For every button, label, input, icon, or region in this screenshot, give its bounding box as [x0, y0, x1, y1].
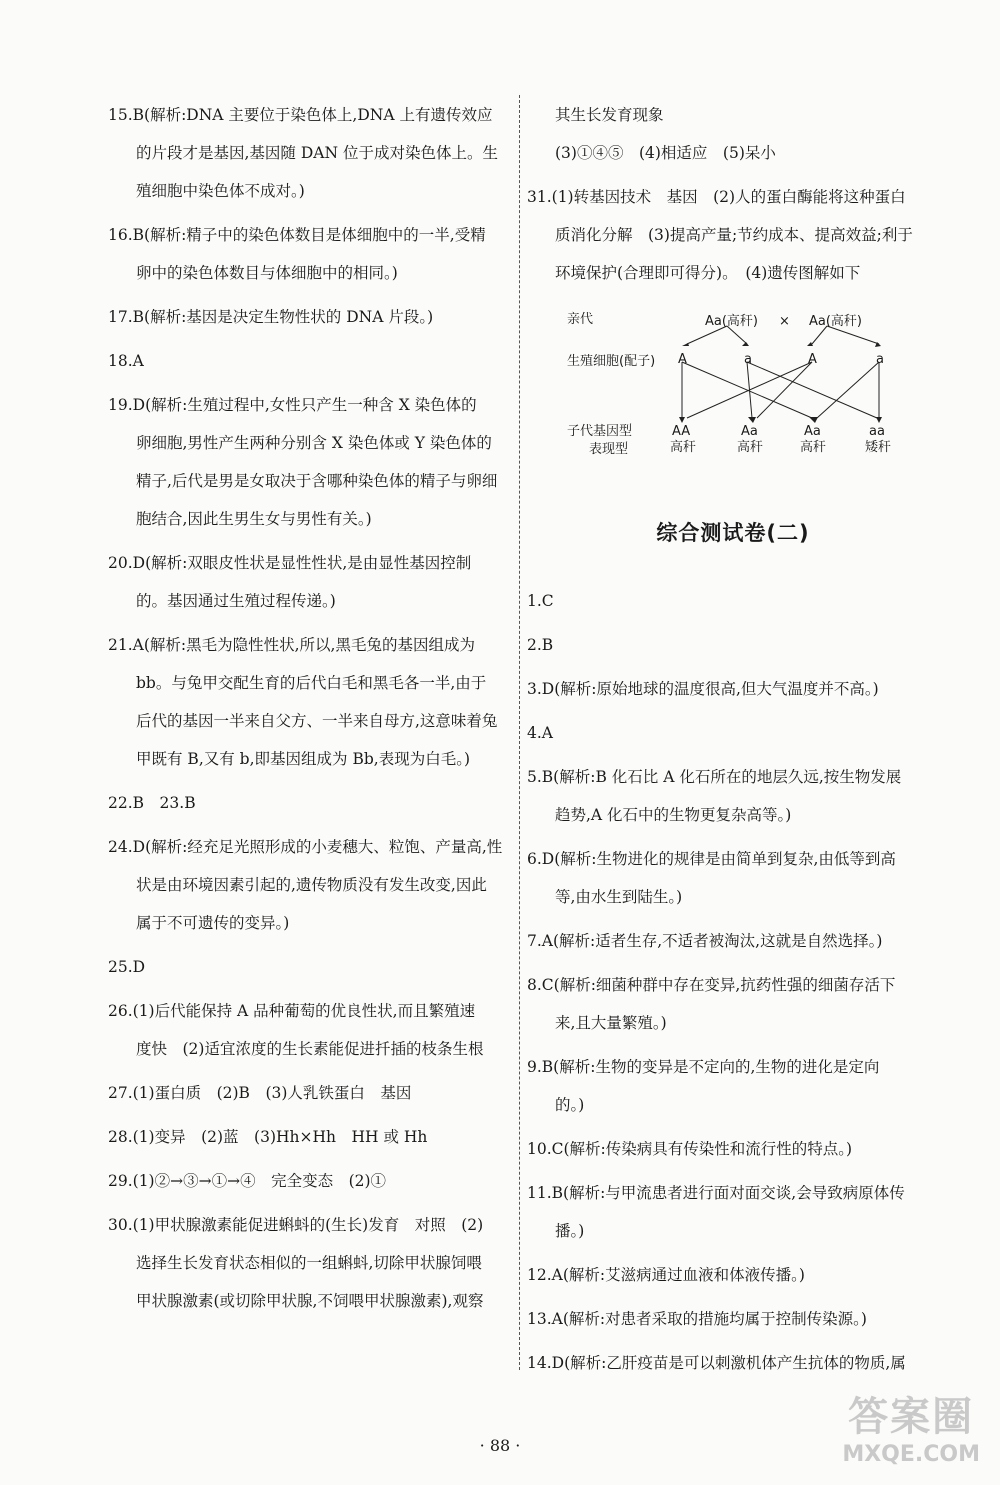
answer-item: [527, 922, 939, 960]
watermark-logo: [842, 1385, 980, 1467]
answer-line: 29.(1)②→③→①→④ 完全变态 (2)①: [108, 1172, 387, 1190]
answer-line: 甲既有 B,又有 b,即基因组成为 Bb,表现为白毛。): [136, 750, 470, 768]
answer-item: [108, 386, 516, 538]
answer-item: [527, 714, 939, 752]
offspring-1-genotype: AA: [672, 424, 691, 439]
column-divider: [519, 95, 520, 1370]
row-label-parent: 亲代: [567, 312, 594, 327]
answer-line: 其生长发育现象: [555, 106, 664, 124]
answer-line: 27.(1)蛋白质 (2)B (3)人乳铁蛋白 基因: [108, 1084, 412, 1102]
answer-item: [527, 1048, 939, 1124]
answer-line: 10.C(解析:传染病具有传染性和流行性的特点。): [527, 1140, 853, 1158]
cross-line-7: [817, 362, 879, 418]
answer-line: 31.(1)转基因技术 基因 (2)人的蛋白酶能将这种蛋白: [527, 188, 906, 206]
answer-line: 17.B(解析:基因是决定生物性状的 DNA 片段。): [108, 308, 434, 326]
answer-line: 22.B 23.B: [108, 794, 196, 812]
answer-line: 质消化分解 (3)提高产量;节约成本、提高效益;利于: [555, 226, 913, 244]
answer-item: [527, 1256, 939, 1294]
answer-item: [527, 96, 939, 172]
answer-item: [527, 582, 939, 620]
answer-line: 的。基因通过生殖过程传递。): [136, 592, 336, 610]
answer-line: 14.D(解析:乙肝疫苗是可以刺激机体产生抗体的物质,属: [527, 1354, 906, 1372]
offspring-4-phenotype: 矮秆: [865, 440, 892, 455]
answer-item: [108, 1206, 516, 1320]
parent2-label: Aa(高秆): [809, 314, 863, 329]
answer-item: [108, 1074, 516, 1112]
answer-line: 30.(1)甲状腺激素能促进蝌蚪的(生长)发育 对照 (2): [108, 1216, 484, 1234]
answer-item: [108, 216, 516, 292]
answer-line: 状是由环境因素引起的,遗传物质没有发生改变,因此: [136, 876, 487, 894]
answer-line: 来,且大量繁殖。): [555, 1014, 667, 1032]
answer-line: 5.B(解析:B 化石比 A 化石所在的地层久远,按生物发展: [527, 768, 902, 786]
section-title: 综合测试卷(二): [656, 521, 810, 545]
right-column: [527, 96, 939, 1372]
answer-line: 19.D(解析:生殖过程中,女性只产生一种含 X 染色体的: [108, 396, 477, 414]
answer-item: [108, 96, 516, 210]
answer-item: [527, 670, 939, 708]
answer-line: 精子,后代是男是女取决于含哪种染色体的精子与卵细: [136, 472, 498, 490]
answer-line: 15.B(解析:DNA 主要位于染色体上,DNA 上有遗传效应: [108, 106, 493, 124]
row-label-genotype: 子代基因型: [567, 424, 633, 439]
answer-line: 24.D(解析:经充足光照形成的小麦穗大、粒饱、产量高,性: [108, 838, 503, 856]
gamete-3: A: [808, 352, 817, 367]
watermark-main: 答案圈: [848, 1394, 975, 1440]
answer-item: [108, 298, 516, 336]
genetic-diagram: [527, 298, 939, 488]
left-column: [108, 96, 516, 1365]
answer-item: [108, 1118, 516, 1156]
offspring-4-genotype: aa: [869, 424, 885, 439]
answer-item: [527, 758, 939, 834]
answer-line: 1.C: [527, 592, 554, 610]
parent1-label: Aa(高秆): [705, 314, 759, 329]
answer-line: 胞结合,因此生男生女与男性有关。): [136, 510, 372, 528]
answer-line: 2.B: [527, 636, 554, 654]
answer-item: [527, 1130, 939, 1168]
answer-item: [527, 626, 939, 664]
answer-line: 8.C(解析:细菌种群中存在变异,抗药性强的细菌存活下: [527, 976, 896, 994]
answer-line: 3.D(解析:原始地球的温度很高,但大气温度并不高。): [527, 680, 879, 698]
answer-line: 的片段才是基因,基因随 DAN 位于成对染色体上。生: [136, 144, 498, 162]
answer-line: 选择生长发育状态相似的一组蝌蚪,切除甲状腺饲喂: [136, 1254, 482, 1272]
answer-item: [108, 544, 516, 620]
offspring-2-phenotype: 高秆: [737, 440, 764, 455]
answer-line: 环境保护(合理即可得分)。 (4)遗传图解如下: [555, 264, 861, 282]
right-column-top: [527, 96, 939, 292]
answer-item: [527, 840, 939, 916]
gamete-2: a: [744, 352, 752, 367]
answer-line: 的。): [555, 1096, 585, 1114]
answer-line: 甲状腺激素(或切除甲状腺,不饲喂甲状腺激素),观察: [136, 1292, 484, 1310]
answer-line: 13.A(解析:对患者采取的措施均属于控制传染源。): [527, 1310, 867, 1328]
answer-line: 26.(1)后代能保持 A 品种葡萄的优良性状,而且繁殖速: [108, 1002, 476, 1020]
answer-line: 6.D(解析:生物进化的规律是由简单到复杂,由低等到高: [527, 850, 896, 868]
page-number: · 88 ·: [479, 1436, 521, 1455]
answer-line: 20.D(解析:双眼皮性状是显性性状,是由显性基因控制: [108, 554, 472, 572]
answer-line: 7.A(解析:适者生存,不适者被淘汰,这就是自然选择。): [527, 932, 883, 950]
answer-line: 12.A(解析:艾滋病通过血液和体液传播。): [527, 1266, 805, 1284]
offspring-1-phenotype: 高秆: [670, 440, 697, 455]
gamete-4: a: [876, 352, 884, 367]
row-label-gamete: 生殖细胞(配子): [567, 354, 656, 369]
answer-item: [527, 178, 939, 292]
offspring-3-genotype: Aa: [804, 424, 821, 439]
offspring-2-genotype: Aa: [741, 424, 758, 439]
watermark-sub: MXQE.COM: [842, 1442, 980, 1467]
answer-line: 卵中的染色体数目与体细胞中的相同。): [136, 264, 398, 282]
answer-item: [108, 828, 516, 942]
answer-item: [108, 1162, 516, 1200]
answer-item: [108, 784, 516, 822]
answer-item: [527, 1344, 939, 1382]
answer-line: 度快 (2)适宜浓度的生长素能促进扦插的枝条生根: [136, 1040, 484, 1058]
cross-symbol: ×: [779, 314, 790, 329]
answer-item: [108, 992, 516, 1068]
answer-line: 属于不可遗传的变异。): [136, 914, 290, 932]
answer-item: [527, 966, 939, 1042]
cross-line-4: [747, 362, 877, 418]
answer-item: [108, 948, 516, 986]
offspring-3-phenotype: 高秆: [800, 440, 827, 455]
answer-line: 播。): [555, 1222, 585, 1240]
answer-item: [108, 626, 516, 778]
answer-line: 16.B(解析:精子中的染色体数目是体细胞中的一半,受精: [108, 226, 486, 244]
answer-line: 趋势,A 化石中的生物更复杂高等。): [555, 806, 792, 824]
answer-line: 4.A: [527, 724, 553, 742]
answer-line: 卵细胞,男性产生两种分别含 X 染色体或 Y 染色体的: [136, 434, 492, 452]
answer-line: 25.D: [108, 958, 146, 976]
row-label-phenotype: 表现型: [589, 442, 629, 457]
answer-line: (3)①④⑤ (4)相适应 (5)呆小: [555, 144, 776, 162]
answer-line: 9.B(解析:生物的变异是不定向的,生物的进化是定向: [527, 1058, 880, 1076]
answer-line: bb。与兔甲交配生育的后代白毛和黑毛各一半,由于: [136, 674, 487, 692]
answer-item: [527, 1174, 939, 1250]
answer-line: 11.B(解析:与甲流患者进行面对面交谈,会导致病原体传: [527, 1184, 905, 1202]
answer-line: 28.(1)变异 (2)蓝 (3)Hh×Hh HH 或 Hh: [108, 1128, 428, 1146]
right-column-bottom: [527, 582, 939, 1382]
answer-line: 后代的基因一半来自父方、一半来自母方,这意味着兔: [136, 712, 498, 730]
answer-line: 21.A(解析:黑毛为隐性性状,所以,黑毛兔的基因组成为: [108, 636, 475, 654]
answer-item: [108, 342, 516, 380]
answer-line: 殖细胞中染色体不成对。): [136, 182, 305, 200]
answer-item: [527, 1300, 939, 1338]
gamete-1: A: [678, 352, 687, 367]
answer-line: 18.A: [108, 352, 144, 370]
answer-line: 等,由水生到陆生。): [555, 888, 683, 906]
